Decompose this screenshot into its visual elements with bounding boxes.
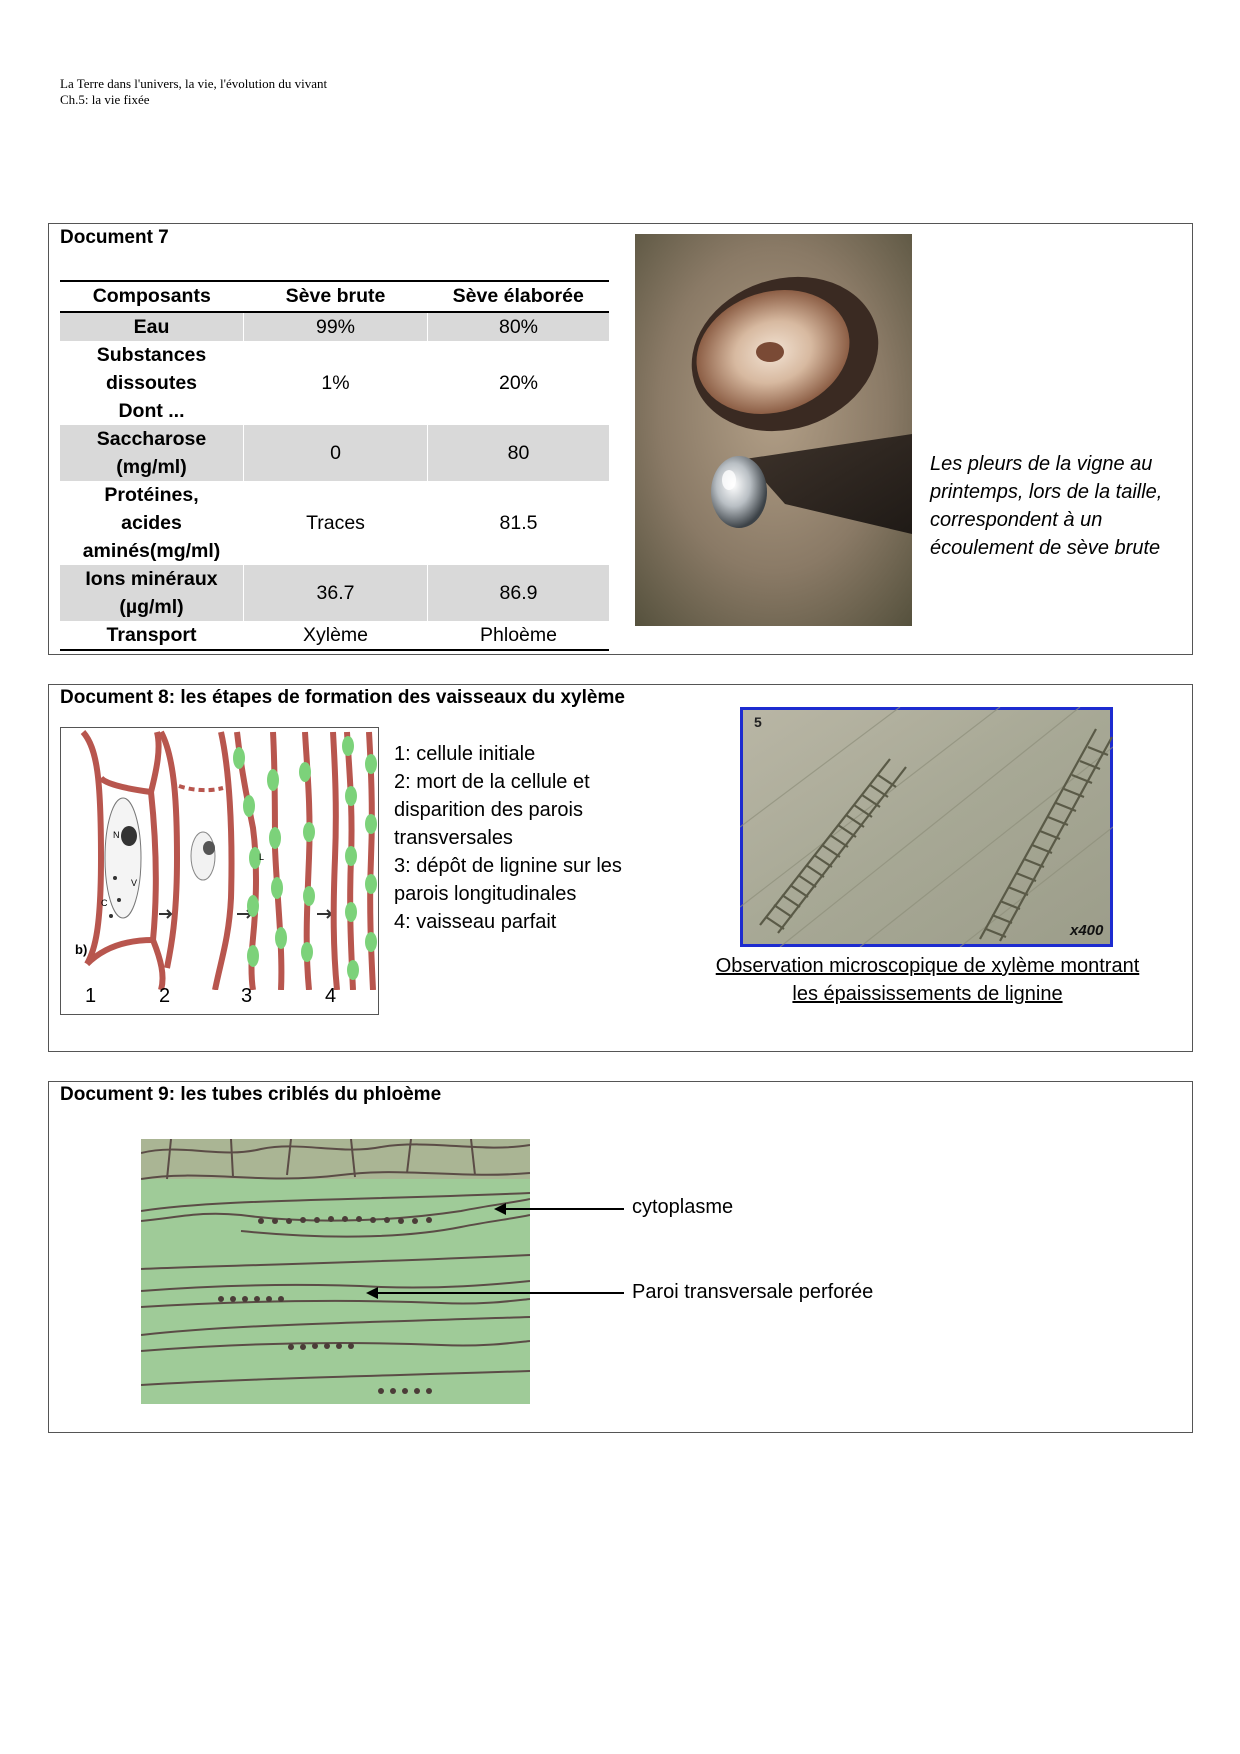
caption-line: Les pleurs de la vigne au [930, 453, 1153, 475]
column-header: Composants [60, 281, 244, 312]
subfigure-letter: b) [75, 942, 88, 957]
sap-drop [711, 456, 767, 528]
cytoplasm-letter: C [101, 898, 108, 908]
arrow-head-icon [494, 1203, 506, 1215]
caption-line: Observation microscopique de xylème montrant [715, 955, 1140, 977]
cell-initial [83, 732, 163, 990]
cell-sève-elaboree: 20% [428, 341, 610, 425]
cell-sève-elaboree: 80% [428, 312, 610, 341]
arrow-head-icon [366, 1287, 378, 1299]
table-row [60, 425, 609, 481]
vacuole-letter: V [131, 878, 138, 888]
vine-photo-caption [930, 450, 1200, 562]
row-label [60, 565, 244, 621]
table-row [60, 481, 609, 565]
table-header-row [60, 281, 609, 312]
table-row [60, 621, 609, 650]
document-9-title: Document 9: les tubes criblés du phloème [60, 1084, 442, 1105]
magnification-label: x400 [1070, 922, 1104, 939]
stage-number: 1 [85, 985, 97, 1007]
row-label-line: Eau [133, 316, 170, 338]
stage-number: 4 [325, 985, 337, 1007]
nucleus-letter: N [113, 830, 120, 840]
cell-sève-brute: 0 [244, 425, 428, 481]
cell-dead [161, 732, 232, 990]
phloem-micrograph [141, 1139, 530, 1404]
legend-line: transversales [394, 827, 513, 849]
xylem-stages-drawing [61, 728, 377, 990]
arrow-3-4 [317, 910, 331, 918]
xylem-micrograph [740, 707, 1113, 947]
row-label [60, 425, 244, 481]
legend-line: 1: cellule initiale [394, 743, 536, 765]
page-header [60, 76, 327, 108]
cell-sève-elaboree: 80 [428, 425, 610, 481]
stage-number: 3 [241, 985, 253, 1007]
label-cytoplasm: cytoplasme [632, 1196, 734, 1218]
row-label-line: Saccharose [96, 428, 207, 450]
cell-sève-elaboree: 86.9 [428, 565, 610, 621]
cell-sève-elaboree: 81.5 [428, 481, 610, 565]
row-label-line: Ions minéraux [85, 568, 218, 590]
row-label-line: Substances [96, 344, 207, 366]
stage-numbers [61, 985, 377, 1013]
xylem-stages-legend [394, 740, 674, 936]
caption-line: printemps, lors de la taille, [930, 481, 1163, 503]
document-7-title: Document 7 [60, 227, 169, 248]
vine-bleeding-photo [635, 234, 912, 626]
legend-line: 4: vaisseau parfait [394, 911, 557, 933]
cell-sève-elaboree: Phloème [428, 621, 610, 650]
row-label-line: Transport [106, 624, 197, 646]
cell-sève-brute: 36.7 [244, 565, 428, 621]
caption-line: écoulement de sève brute [930, 537, 1161, 559]
row-label-line: aminés(mg/ml) [82, 540, 221, 562]
phloem-arrow-wall [364, 1284, 624, 1304]
stage-number: 2 [159, 985, 171, 1007]
header-line-1: La Terre dans l'univers, la vie, l'évolution du vivant [60, 76, 328, 91]
row-label-line: Protéines, [104, 484, 199, 506]
legend-line: 3: dépôt de lignine sur les [394, 855, 622, 877]
table-row [60, 312, 609, 341]
column-header: Sève brute [244, 281, 428, 312]
label-perforated-wall: Paroi transversale perforée [632, 1281, 874, 1303]
cell-sève-brute: Xylème [244, 621, 428, 650]
row-label-line: dissoutes [105, 372, 198, 394]
cell-vessel-detail [342, 732, 377, 990]
row-label-line: acides [121, 512, 182, 534]
legend-line: disparition des parois [394, 799, 583, 821]
micrograph-number: 5 [754, 714, 762, 730]
cell-sève-brute: Traces [244, 481, 428, 565]
sap-composition-table [60, 280, 609, 651]
table-row [60, 565, 609, 621]
document-8-title: Document 8: les étapes de formation des vaisseaux du xylème [60, 687, 625, 708]
row-label [60, 621, 244, 650]
lignin-letter: L [259, 852, 265, 862]
column-header: Sève élaborée [428, 281, 610, 312]
cell-sève-brute: 99% [244, 312, 428, 341]
row-label [60, 341, 244, 425]
row-label-line: Dont ... [118, 400, 185, 422]
cell-sève-brute: 1% [244, 341, 428, 425]
legend-line: parois longitudinales [394, 883, 577, 905]
xylem-stages-diagram [60, 727, 379, 1015]
caption-line: correspondent à un [930, 509, 1103, 531]
caption-line: les épaississements de lignine [792, 983, 1063, 1005]
row-label-line: (µg/ml) [119, 596, 184, 618]
row-label [60, 481, 244, 565]
cell-vessel [299, 732, 337, 990]
header-line-2: Ch.5: la vie fixée [60, 92, 150, 107]
micrograph-caption [690, 952, 1165, 1008]
table-row [60, 341, 609, 425]
row-label [60, 312, 244, 341]
row-label-line: (mg/ml) [116, 456, 187, 478]
legend-line: 2: mort de la cellule et [394, 771, 590, 793]
arrow-1-2 [159, 910, 171, 918]
